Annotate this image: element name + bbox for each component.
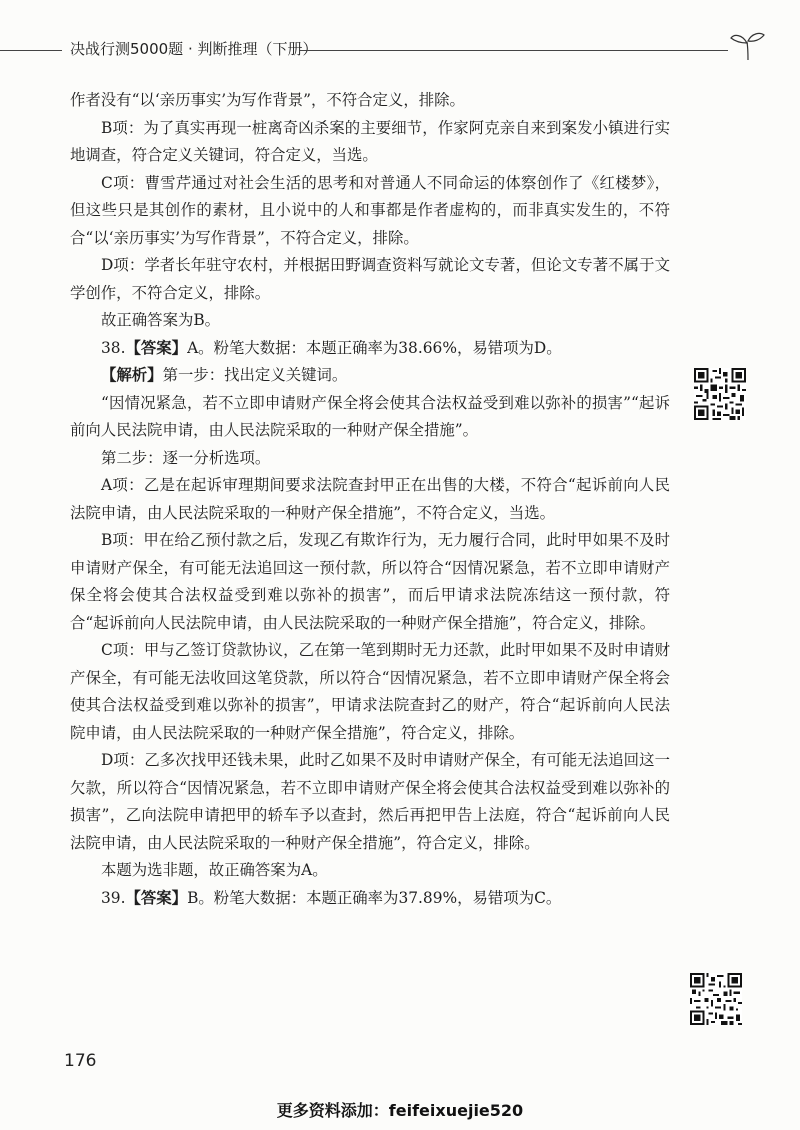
question-number: 39. [101, 888, 126, 907]
answer-text: A。粉笔大数据：本题正确率为38.66%，易错项为D。 [187, 338, 562, 357]
answer-conclusion: 故正确答案为B。 [101, 311, 221, 329]
qr-code-icon [690, 973, 742, 1025]
analysis-text: 第一步：找出定义关键词。 [162, 366, 348, 384]
header-rule-right [300, 50, 728, 51]
paragraph-option-b: B项：为了真实再现一桩离奇凶杀案的主要细节，作家阿克亲自来到案发小镇进行实地调查，符合定义关键词，符合定义，当选。 [70, 118, 670, 164]
header-rule-left [0, 50, 62, 51]
answer-tag: 【答案】 [125, 888, 188, 907]
paragraph-option-d: D项：乙多次找甲还钱未果，此时乙如果不及时申请财产保全，有可能无法追回这一欠款，所以符合“因情况紧急，若不立即申请财产保全将会使其合法权益受到难以弥补的损害”，乙向法院申请把甲的轿车予以查封，然后再把甲告上法庭，符合“起诉前向人民法院申请，由人民法院采取的一种财产保全措施”，符合定义，排除。 [70, 751, 670, 852]
paragraph-option-b: B项：甲在给乙预付款之后，发现乙有欺诈行为，无力履行合同，此时甲如果不及时申请财产保全，有可能无法追回这一预付款，所以符合“因情况紧急，若不立即申请财产保全将会使其合法权益受到难以弥补的损害”，而后甲请求法院冻结这一预付款，符合“起诉前向人民法院申请，由人民法院采取的一种财产保全措施”，符合定义，排除。 [70, 531, 670, 632]
paragraph-option-d: D项：学者长年驻守农村，并根据田野调查资料写就论文专著，但论文专著不属于文学创作，不符合定义，排除。 [70, 256, 670, 302]
footer-note: 更多资料添加：feifeixuejie520 [276, 1101, 524, 1120]
page-number: 176 [64, 1051, 97, 1071]
page-body [70, 87, 670, 912]
analysis-heading [70, 362, 670, 390]
answer-text: B。粉笔大数据：本题正确率为37.89%，易错项为C。 [187, 888, 562, 907]
paragraph: 作者没有“以‘亲历事实’为写作背景”，不符合定义，排除。 [70, 91, 465, 109]
answer-tag: 【答案】 [125, 338, 188, 357]
step-two: 第二步：逐一分析选项。 [101, 448, 271, 467]
qr-code-icon [694, 368, 746, 420]
paragraph-option-a: A项：乙是在起诉审理期间要求法院查封甲正在出售的大楼，不符合“起诉前向人民法院申请，由人民法院采取的一种财产保全措施”，不符合定义，当选。 [70, 476, 670, 522]
question-39-answer [70, 885, 670, 913]
definition-keywords: “因情况紧急，若不立即申请财产保全将会使其合法权益受到难以弥补的损害”“起诉前向人民法院申请，由人民法院采取的一种财产保全措施”。 [70, 393, 670, 439]
paragraph-option-c: C项：甲与乙签订贷款协议，乙在第一笔到期时无力还款，此时甲如果不及时申请财产保全，有可能无法收回这笔贷款，所以符合“因情况紧急，若不立即申请财产保全将会使其合法权益受到难以弥补的损害”，甲请求法院查封乙的财产，符合“起诉前向人民法院申请，由人民法院采取的一种财产保全措施”，符合定义，排除。 [70, 641, 670, 742]
answer-conclusion: 本题为选非题，故正确答案为A。 [101, 861, 328, 879]
question-number: 38. [101, 338, 126, 357]
question-38-answer [70, 335, 670, 363]
paragraph-option-c: C项：曹雪芹通过对社会生活的思考和对普通人不同命运的体察创作了《红楼梦》，但这些只是其创作的素材，且小说中的人和事都是作者虚构的，而非真实发生的，不符合“以‘亲历事实’为写作背景”，不符合定义，排除。 [70, 173, 670, 247]
book-title: 决战行测5000题 · 判断推理（下册） [70, 40, 318, 58]
running-header [0, 36, 800, 66]
sprout-icon [728, 30, 768, 60]
analysis-tag: 【解析】 [101, 366, 163, 384]
